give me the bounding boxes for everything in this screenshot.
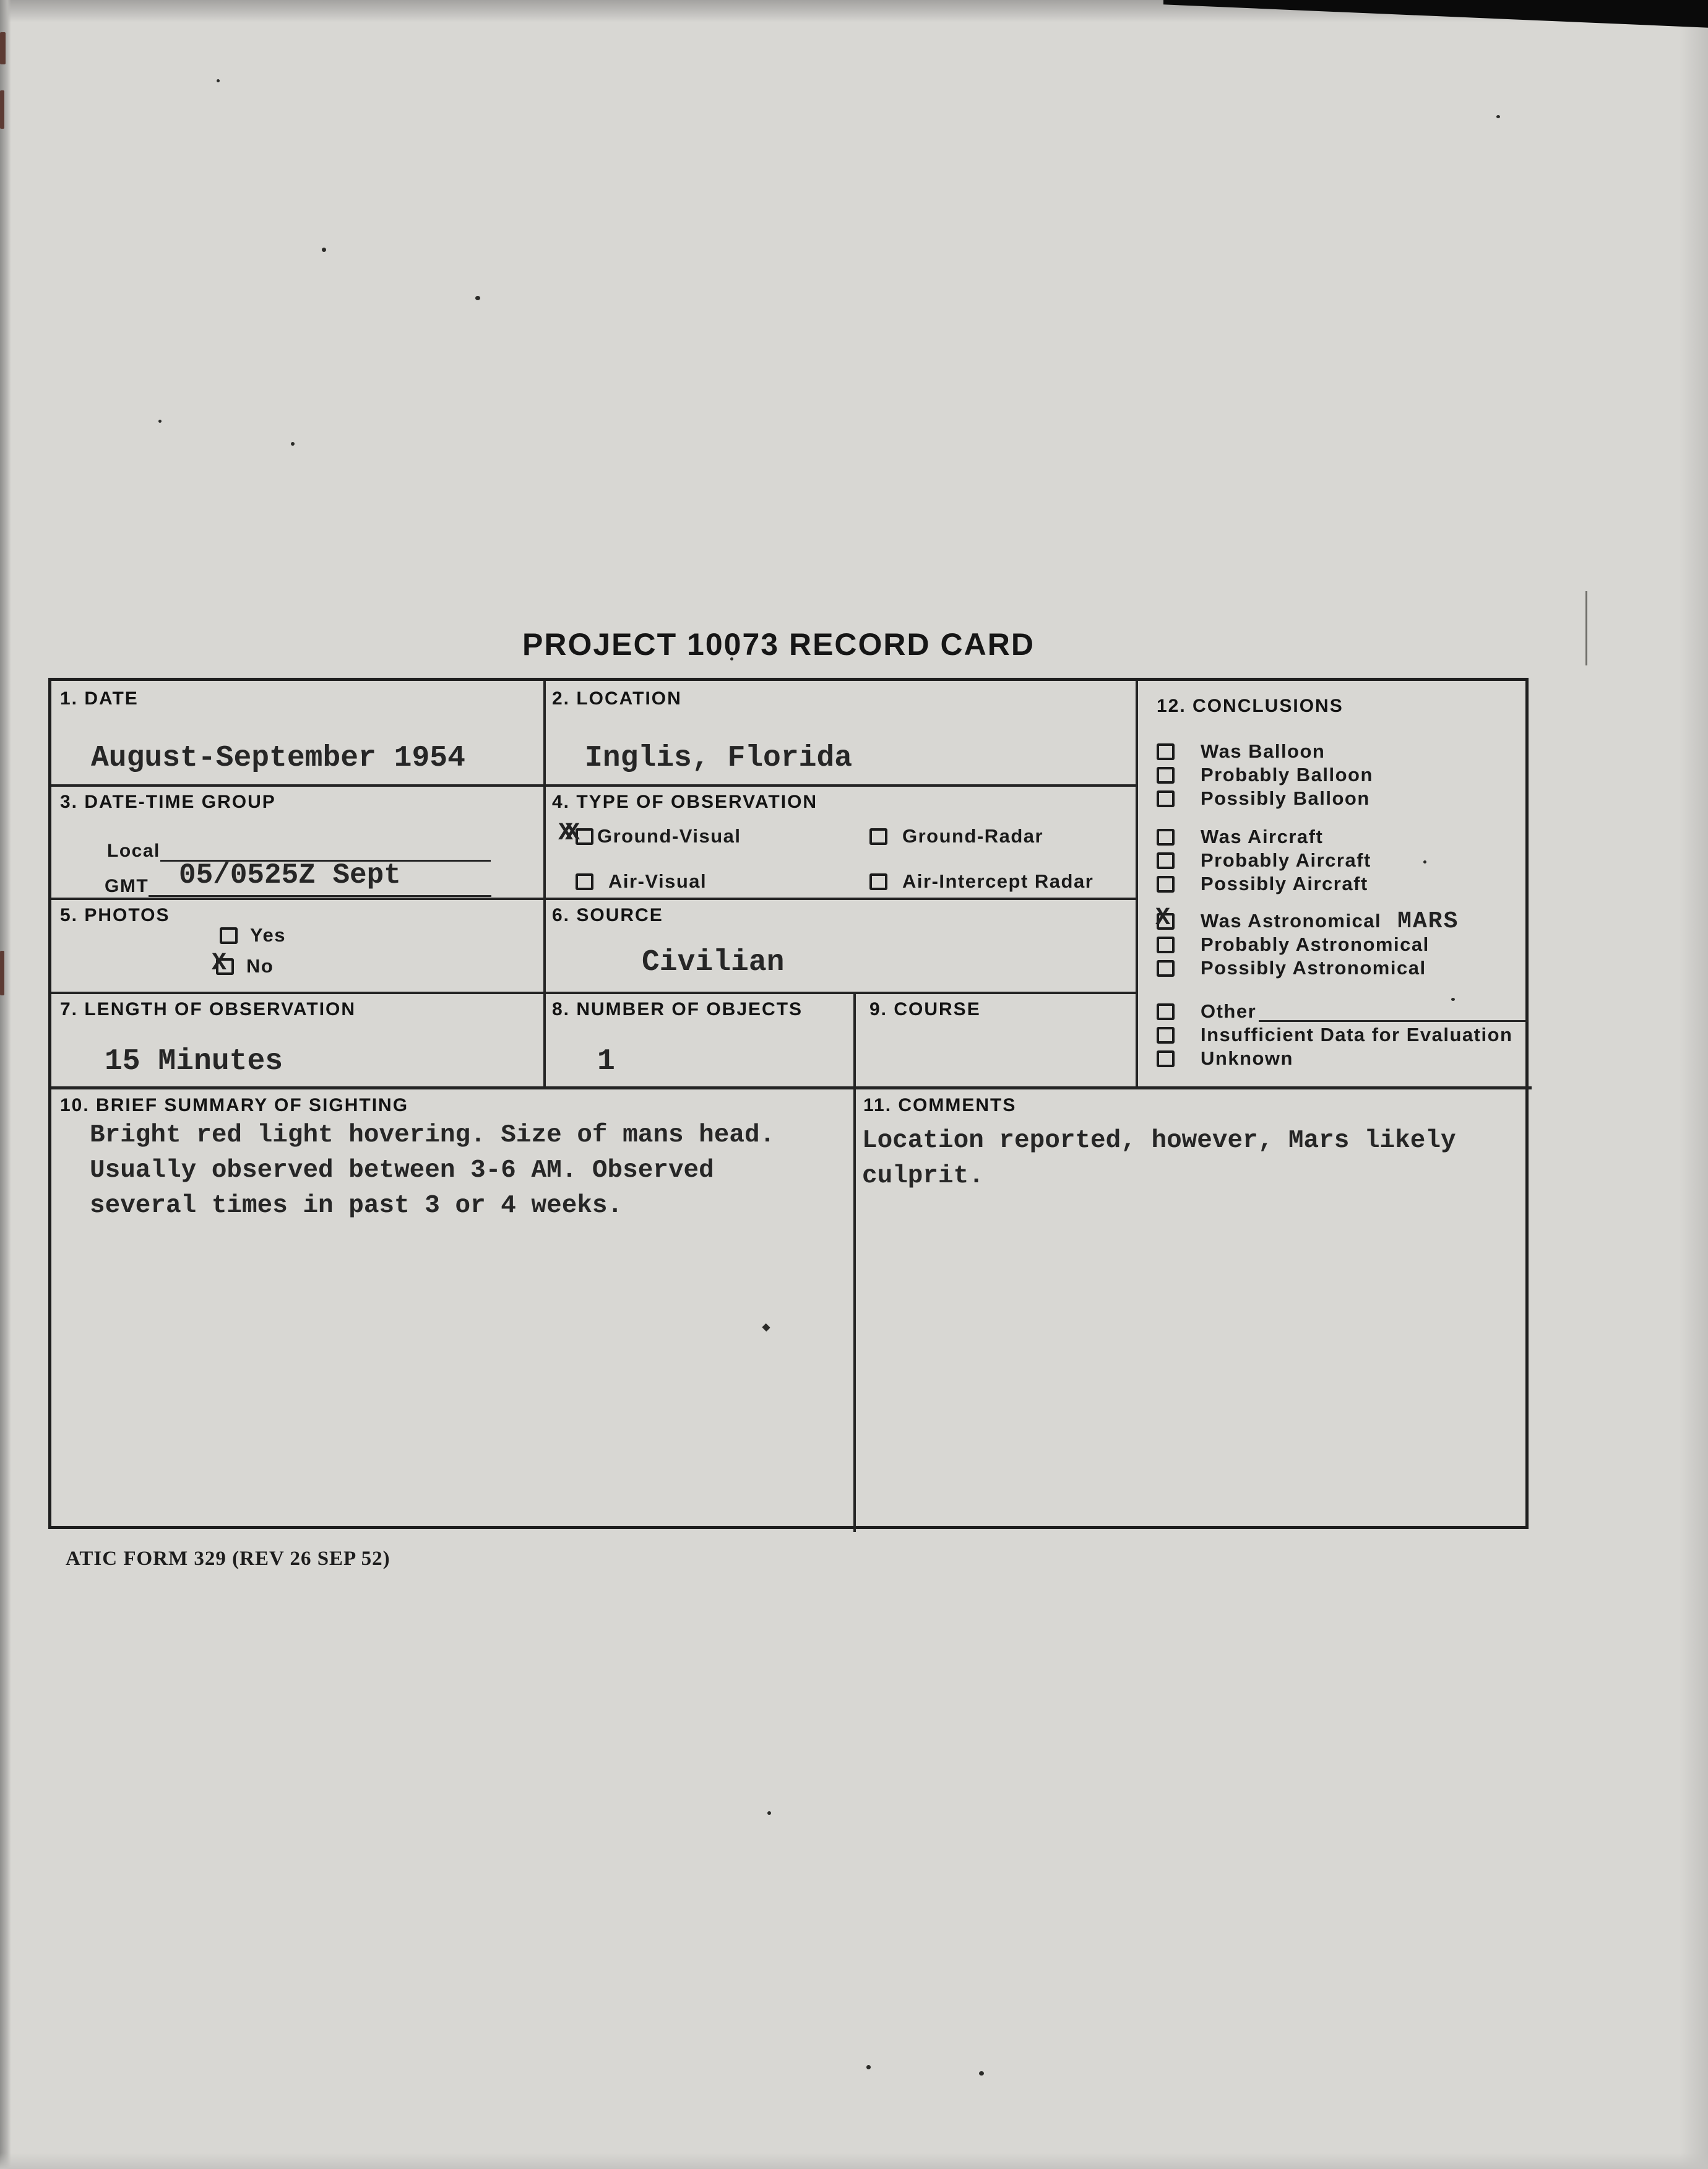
dtg-local-label: Local [107, 841, 160, 861]
checkbox-label: Yes [250, 924, 286, 946]
checkbox-label: Was Aircraft [1201, 826, 1324, 847]
record-card [48, 678, 1529, 1529]
field-comments-text [862, 1123, 1456, 1194]
checkbox-was-balloon [1157, 740, 1528, 763]
field-date-value: August-September 1954 [91, 742, 465, 775]
field-location-value: Inglis, Florida [585, 742, 853, 775]
field-dtg-label: 3. DATE-TIME GROUP [60, 792, 276, 812]
checkbox-possibly-balloon [1157, 787, 1528, 810]
ground-radar-checkbox [869, 828, 887, 845]
was-balloon-checkbox [1157, 743, 1175, 760]
scan-speck [291, 442, 295, 446]
checkbox-label: Was Balloon [1201, 740, 1326, 762]
checkbox-label: Unknown [1201, 1047, 1293, 1069]
air-intercept-radar-checkbox [869, 873, 887, 890]
checkbox-label: Ground-Visual [597, 825, 741, 847]
field-summary-text [90, 1118, 775, 1224]
scan-edge-mark [0, 951, 4, 995]
dtg-gmt-label: GMT [105, 876, 149, 896]
field-number-label: 8. NUMBER OF OBJECTS [552, 999, 803, 1020]
checkbox-photos-yes [220, 924, 286, 947]
checkbox-label: Insufficient Data for Evaluation [1201, 1024, 1513, 1046]
field-source-label: 6. SOURCE [552, 905, 663, 925]
checkbox-label: Possibly Astronomical [1201, 957, 1426, 979]
probably-astronomical-checkbox [1157, 937, 1175, 953]
probably-aircraft-checkbox [1157, 852, 1175, 869]
checkbox-other [1157, 1000, 1528, 1023]
divider [543, 681, 546, 1086]
scan-edge-right [1680, 0, 1708, 2169]
field-source-value: Civilian [642, 946, 785, 979]
divider [51, 898, 1138, 900]
other-checkbox [1157, 1003, 1175, 1020]
checkbox-air-visual [576, 870, 707, 893]
field-length-value: 15 Minutes [105, 1045, 283, 1078]
possibly-astronomical-checkbox [1157, 960, 1175, 977]
field-length-label: 7. LENGTH OF OBSERVATION [60, 999, 356, 1020]
scan-speck [217, 79, 220, 82]
was-aircraft-checkbox [1157, 829, 1175, 846]
summary-line: several times in past 3 or 4 weeks. [90, 1192, 623, 1220]
checkbox-label: Probably Aircraft [1201, 849, 1371, 871]
photos-no-checkbox: X [216, 958, 234, 975]
scan-artifact-line [1585, 591, 1587, 665]
checkbox-possibly-astronomical [1157, 956, 1528, 980]
scan-edge-mark [0, 90, 4, 129]
other-blank-line [1259, 1002, 1528, 1022]
dtg-gmt-value: 05/0525Z Sept [179, 859, 401, 891]
checkbox-insufficient-data [1157, 1023, 1528, 1047]
scan-speck [866, 2065, 871, 2069]
scan-speck [1496, 115, 1500, 118]
scan-edge-left [0, 0, 11, 2169]
air-visual-checkbox [576, 873, 593, 890]
probably-balloon-checkbox [1157, 767, 1175, 784]
conclusions-other-group [1157, 1000, 1528, 1070]
possibly-balloon-checkbox [1157, 790, 1175, 807]
checkbox-label: No [246, 955, 274, 977]
scan-edge-mark [0, 32, 6, 64]
divider [853, 992, 856, 1532]
checkbox-label: Air-Visual [608, 870, 707, 892]
divider [1136, 681, 1138, 1086]
checkbox-possibly-aircraft [1157, 872, 1528, 896]
ground-visual-checkbox: XX [576, 828, 593, 845]
field-photos-label: 5. PHOTOS [60, 905, 170, 925]
field-conclusions-label: 12. CONCLUSIONS [1157, 696, 1344, 716]
insufficient-data-checkbox [1157, 1027, 1175, 1044]
photos-yes-checkbox [220, 927, 238, 944]
scan-edge-bottom [0, 2153, 1708, 2169]
summary-line: Bright red light hovering. Size of mans head. [90, 1121, 775, 1149]
field-type-label: 4. TYPE OF OBSERVATION [552, 792, 818, 812]
checkbox-label: Possibly Aircraft [1201, 873, 1368, 894]
field-course-label: 9. COURSE [869, 999, 981, 1020]
checkbox-probably-astronomical [1157, 933, 1528, 956]
dtg-local-row [107, 841, 491, 862]
checkbox-label: Probably Astronomical [1201, 933, 1430, 955]
field-location-label: 2. LOCATION [552, 688, 682, 709]
astronomical-identification: MARS [1397, 907, 1459, 935]
divider [51, 992, 1138, 994]
checkbox-ground-radar [869, 825, 1043, 848]
checkbox-label: Possibly Balloon [1201, 787, 1370, 809]
checkbox-was-aircraft [1157, 825, 1528, 849]
checkbox-air-intercept-radar [869, 870, 1093, 893]
form-number: ATIC FORM 329 (REV 26 SEP 52) [66, 1548, 390, 1570]
checkbox-probably-aircraft [1157, 849, 1528, 872]
possibly-aircraft-checkbox [1157, 876, 1175, 893]
checkbox-label: Other [1201, 1000, 1257, 1022]
field-comments-label: 11. COMMENTS [863, 1095, 1017, 1115]
scan-speck [979, 2071, 984, 2076]
checkbox-probably-balloon [1157, 763, 1528, 787]
checkbox-ground-visual [558, 819, 741, 848]
checkbox-unknown [1157, 1047, 1528, 1070]
comments-line: Location reported, however, Mars likely [862, 1127, 1456, 1155]
scan-speck [322, 248, 326, 252]
checkbox-label: Was Astronomical [1201, 910, 1382, 932]
scan-speck [158, 420, 162, 423]
conclusions-balloon-group [1157, 740, 1528, 810]
checkbox-label: Air-Intercept Radar [902, 870, 1094, 892]
checkbox-label: Ground-Radar [902, 825, 1044, 847]
scan-speck [767, 1811, 771, 1815]
checkbox-label: Probably Balloon [1201, 764, 1373, 786]
divider [51, 1086, 1532, 1089]
unknown-checkbox [1157, 1050, 1175, 1067]
divider [51, 784, 1138, 787]
checkbox-photos-no [212, 949, 274, 978]
checkbox-was-astronomical [1155, 904, 1528, 935]
was-astronomical-checkbox: X [1157, 913, 1175, 930]
conclusions-aircraft-group [1157, 825, 1528, 896]
field-number-value: 1 [597, 1045, 615, 1078]
field-summary-label: 10. BRIEF SUMMARY OF SIGHTING [60, 1095, 409, 1115]
field-date-label: 1. DATE [60, 688, 139, 709]
conclusions-astronomical-group [1155, 904, 1528, 980]
summary-line: Usually observed between 3-6 AM. Observed [90, 1156, 714, 1185]
page-title: PROJECT 10073 RECORD CARD [522, 627, 1035, 662]
scan-speck [475, 296, 480, 300]
comments-line: culprit. [862, 1162, 984, 1190]
